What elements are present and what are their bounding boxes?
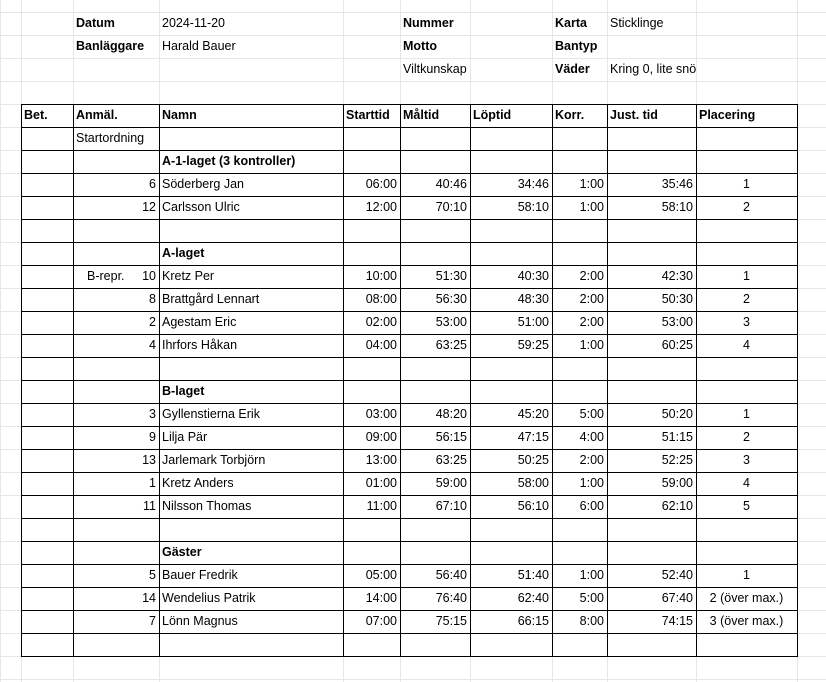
correction[interactable]: 6:00 (579, 499, 604, 513)
finish-time[interactable]: 67:10 (435, 499, 467, 513)
runner-number[interactable]: 7 (149, 614, 156, 628)
placement[interactable]: 4 (743, 338, 750, 352)
run-time[interactable]: 66:15 (517, 614, 549, 628)
runner-number[interactable]: 8 (149, 292, 156, 306)
finish-time[interactable]: 70:10 (435, 200, 467, 214)
runner-name[interactable]: Gyllenstierna Erik (162, 407, 260, 421)
start-time[interactable]: 03:00 (365, 407, 397, 421)
motto-label[interactable]: Motto (403, 39, 438, 53)
vader-label[interactable]: Väder (555, 62, 590, 76)
table-border-h (21, 288, 798, 289)
runner-number[interactable]: 1 (149, 476, 156, 490)
finish-time[interactable]: 53:00 (435, 315, 467, 329)
motto-value[interactable]: Viltkunskap (403, 62, 467, 76)
runner-name[interactable]: Carlsson Ulric (162, 200, 240, 214)
table-border-h (21, 541, 798, 542)
start-time[interactable]: 11:00 (366, 499, 397, 513)
placement[interactable]: 3 (743, 315, 750, 329)
placement[interactable]: 3 (743, 453, 750, 467)
karta-label[interactable]: Karta (555, 16, 587, 30)
column-header-anmal[interactable]: Anmäl. (76, 108, 118, 122)
column-header-korr[interactable]: Korr. (555, 108, 585, 122)
table-border-h (21, 242, 798, 243)
adjusted-time[interactable]: 74:15 (661, 614, 693, 628)
group-title[interactable]: A-laget (162, 246, 205, 260)
column-header-loptid[interactable]: Löptid (473, 108, 512, 122)
run-time[interactable]: 58:10 (517, 200, 549, 214)
adjusted-time[interactable]: 52:40 (661, 568, 693, 582)
correction[interactable]: 2:00 (579, 453, 604, 467)
finish-time[interactable]: 75:15 (435, 614, 467, 628)
column-header-starttid[interactable]: Starttid (346, 108, 390, 122)
runner-name[interactable]: Jarlemark Torbjörn (162, 453, 266, 467)
table-border-h (21, 472, 798, 473)
placement[interactable]: 2 (över max.) (709, 591, 784, 605)
column-header-bet[interactable]: Bet. (24, 108, 48, 122)
runner-number[interactable]: 4 (149, 338, 156, 352)
runner-name[interactable]: Bauer Fredrik (162, 568, 238, 582)
group-title[interactable]: B-laget (162, 384, 205, 398)
bantyp-label[interactable]: Bantyp (555, 39, 598, 53)
group-title[interactable]: Gäster (162, 545, 202, 559)
runner-number[interactable]: 6 (149, 177, 156, 191)
finish-time[interactable]: 40:46 (435, 177, 467, 191)
finish-time[interactable]: 76:40 (435, 591, 467, 605)
column-header-placering[interactable]: Placering (699, 108, 756, 122)
run-time[interactable]: 59:25 (517, 338, 549, 352)
adjusted-time[interactable]: 35:46 (661, 177, 693, 191)
table-border-h (21, 380, 798, 381)
adjusted-time[interactable]: 53:00 (661, 315, 693, 329)
banlaggare-label[interactable]: Banläggare (76, 39, 145, 53)
adjusted-time[interactable]: 62:10 (661, 499, 693, 513)
table-border-h (21, 403, 798, 404)
start-time[interactable]: 09:00 (365, 430, 397, 444)
banlaggare-value[interactable]: Harald Bauer (162, 39, 236, 53)
table-border-h (21, 610, 798, 611)
placement[interactable]: 5 (743, 499, 750, 513)
table-border-v (343, 104, 344, 657)
runner-name[interactable]: Lönn Magnus (162, 614, 238, 628)
datum-label[interactable]: Datum (76, 16, 115, 30)
runner-name[interactable]: Kretz Per (162, 269, 215, 283)
correction[interactable]: 5:00 (579, 591, 604, 605)
start-time[interactable]: 10:00 (365, 269, 397, 283)
start-time[interactable]: 04:00 (365, 338, 397, 352)
placement[interactable]: 3 (över max.) (709, 614, 784, 628)
start-time[interactable]: 07:00 (365, 614, 397, 628)
table-border-v (21, 104, 22, 657)
runner-number[interactable]: 5 (149, 568, 156, 582)
correction[interactable]: 2:00 (579, 269, 604, 283)
adjusted-time[interactable]: 59:00 (661, 476, 693, 490)
adjusted-time[interactable]: 42:30 (661, 269, 693, 283)
finish-time[interactable]: 59:00 (435, 476, 467, 490)
table-border-v (400, 104, 401, 657)
start-time[interactable]: 14:00 (365, 591, 397, 605)
column-header-maltid[interactable]: Måltid (403, 108, 440, 122)
adjusted-time[interactable]: 50:20 (661, 407, 693, 421)
table-border-h (21, 196, 798, 197)
nummer-label[interactable]: Nummer (403, 16, 454, 30)
table-border-h (21, 219, 798, 220)
runner-name[interactable]: Nilsson Thomas (162, 499, 252, 513)
table-border-h (21, 426, 798, 427)
correction[interactable]: 1:00 (579, 568, 604, 582)
adjusted-time[interactable]: 50:30 (661, 292, 693, 306)
runner-number[interactable]: 9 (149, 430, 156, 444)
runner-number[interactable]: 14 (142, 591, 156, 605)
correction[interactable]: 2:00 (579, 292, 604, 306)
table-border-h (21, 656, 798, 657)
table-border-v (696, 104, 697, 657)
column-header-namn[interactable]: Namn (162, 108, 197, 122)
run-time[interactable]: 50:25 (517, 453, 549, 467)
runner-name[interactable]: Agestam Eric (162, 315, 237, 329)
start-time[interactable]: 08:00 (365, 292, 397, 306)
table-border-h (21, 564, 798, 565)
run-time[interactable]: 62:40 (517, 591, 549, 605)
runner-number[interactable]: 2 (149, 315, 156, 329)
finish-time[interactable]: 48:20 (435, 407, 467, 421)
start-time[interactable]: 01:00 (365, 476, 397, 490)
run-time[interactable]: 47:15 (517, 430, 549, 444)
placement[interactable]: 2 (743, 200, 750, 214)
start-time[interactable]: 02:00 (365, 315, 397, 329)
adjusted-time[interactable]: 52:25 (661, 453, 693, 467)
table-border-v (607, 104, 608, 657)
start-time[interactable]: 12:00 (365, 200, 397, 214)
vader-value[interactable]: Kring 0, lite snö (610, 62, 697, 76)
correction[interactable]: 5:00 (579, 407, 604, 421)
table-border-h (21, 587, 798, 588)
datum-value[interactable]: 2024-11-20 (162, 16, 226, 30)
adjusted-time[interactable]: 67:40 (661, 591, 693, 605)
placement[interactable]: 4 (743, 476, 750, 490)
run-time[interactable]: 34:46 (517, 177, 549, 191)
correction[interactable]: 4:00 (579, 430, 604, 444)
group-title[interactable]: A-1-laget (3 kontroller) (162, 154, 296, 168)
run-time[interactable]: 56:10 (517, 499, 549, 513)
table-border-h (21, 173, 798, 174)
start-time[interactable]: 06:00 (365, 177, 397, 191)
correction[interactable]: 8:00 (579, 614, 604, 628)
adjusted-time[interactable]: 58:10 (661, 200, 693, 214)
table-border-v (797, 104, 798, 657)
correction[interactable]: 1:00 (579, 476, 604, 490)
karta-value[interactable]: Sticklinge (610, 16, 664, 30)
finish-time[interactable]: 51:30 (435, 269, 467, 283)
run-time[interactable]: 45:20 (517, 407, 549, 421)
table-border-h (21, 518, 798, 519)
run-time[interactable]: 51:00 (517, 315, 549, 329)
runner-number[interactable]: 10 (142, 269, 156, 283)
table-border-h (21, 104, 798, 105)
run-time[interactable]: 40:30 (517, 269, 549, 283)
placement[interactable]: 2 (743, 292, 750, 306)
run-time[interactable]: 51:40 (517, 568, 549, 582)
finish-time[interactable]: 56:30 (435, 292, 467, 306)
table-border-h (21, 633, 798, 634)
table-border-h (21, 127, 798, 128)
finish-time[interactable]: 56:40 (435, 568, 467, 582)
finish-time[interactable]: 63:25 (435, 453, 467, 467)
runner-name[interactable]: Ihrfors Håkan (162, 338, 238, 352)
table-border-h (21, 357, 798, 358)
runner-note[interactable]: B-repr. (87, 269, 125, 283)
table-border-v (470, 104, 471, 657)
placement[interactable]: 1 (743, 407, 750, 421)
correction[interactable]: 1:00 (579, 177, 604, 191)
gridline-v (0, 0, 1, 682)
adjusted-time[interactable]: 51:15 (661, 430, 693, 444)
start-time[interactable]: 13:00 (365, 453, 397, 467)
table-border-v (73, 104, 74, 657)
correction[interactable]: 1:00 (579, 200, 604, 214)
adjusted-time[interactable]: 60:25 (661, 338, 693, 352)
table-border-h (21, 265, 798, 266)
runner-name[interactable]: Söderberg Jan (162, 177, 245, 191)
placement[interactable]: 1 (743, 568, 750, 582)
correction[interactable]: 1:00 (579, 338, 604, 352)
column-header-just-tid[interactable]: Just. tid (610, 108, 658, 122)
runner-number[interactable]: 12 (142, 200, 156, 214)
table-border-h (21, 334, 798, 335)
placement[interactable]: 1 (743, 177, 750, 191)
gridline-h (0, 81, 826, 82)
runner-number[interactable]: 13 (142, 453, 156, 467)
finish-time[interactable]: 63:25 (435, 338, 467, 352)
table-border-h (21, 150, 798, 151)
run-time[interactable]: 48:30 (517, 292, 549, 306)
finish-time[interactable]: 56:15 (435, 430, 467, 444)
correction[interactable]: 2:00 (579, 315, 604, 329)
table-border-h (21, 449, 798, 450)
placement[interactable]: 2 (743, 430, 750, 444)
runner-name[interactable]: Wendelius Patrik (162, 591, 256, 605)
run-time[interactable]: 58:00 (517, 476, 549, 490)
startordning-label[interactable]: Startordning (76, 131, 145, 145)
table-border-v (552, 104, 553, 657)
start-time[interactable]: 05:00 (365, 568, 397, 582)
runner-number[interactable]: 11 (143, 499, 156, 513)
table-border-h (21, 311, 798, 312)
table-border-h (21, 495, 798, 496)
table-border-v (159, 104, 160, 657)
runner-number[interactable]: 3 (149, 407, 156, 421)
runner-name[interactable]: Brattgård Lennart (162, 292, 260, 306)
placement[interactable]: 1 (743, 269, 750, 283)
runner-name[interactable]: Lilja Pär (162, 430, 208, 444)
gridline-h (0, 679, 826, 680)
runner-name[interactable]: Kretz Anders (162, 476, 234, 490)
